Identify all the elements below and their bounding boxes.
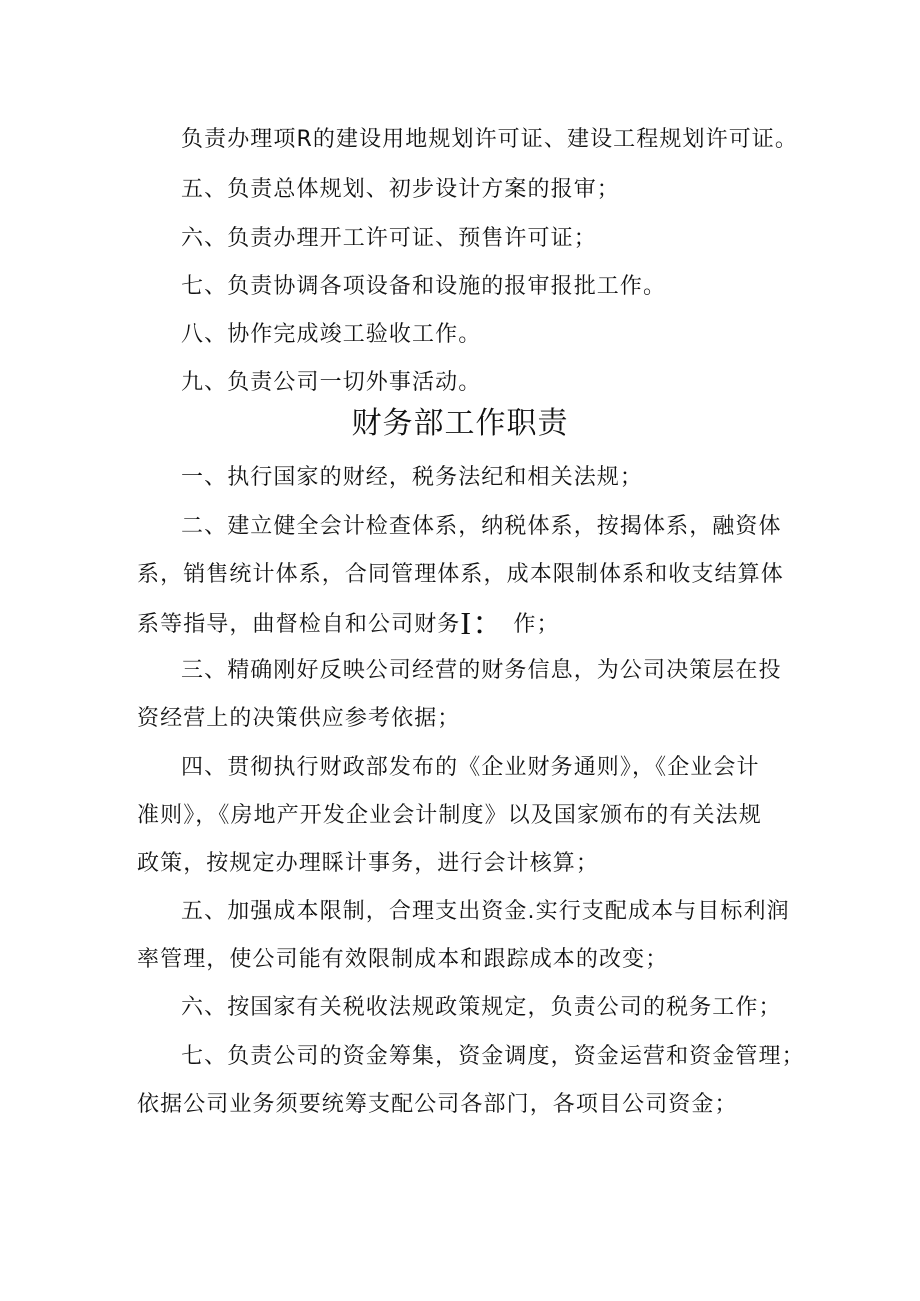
finance-item-2-line-3-end: 作；	[505, 612, 560, 637]
finance-item-5-line-1: 五、加强成本限制，合理支出资金.实行支配成本与目标利润	[181, 899, 790, 924]
paragraph-item-8: 八、协作完成竣工验收工作。	[181, 322, 482, 347]
ocr-artifact-glyph: I：	[460, 605, 506, 641]
finance-item-6: 六、按国家有关税收法规政策规定，负责公司的税务工作；	[181, 995, 782, 1020]
paragraph-item-6: 六、负责办理开工许可证、预售许可证；	[181, 226, 597, 251]
paragraph-item-7: 七、负责协调各项设备和设施的报审报批工作。	[181, 274, 667, 299]
finance-item-2-line-2: 系，销售统计体系，合同管理体系，成本限制体系和收支结算体	[137, 562, 784, 587]
finance-item-1: 一、执行国家的财经，税务法纪和相关法规；	[181, 465, 644, 490]
finance-item-3-line-1: 三、精确刚好反映公司经营的财务信息，为公司决策层在投	[181, 658, 782, 683]
finance-item-2-line-1: 二、建立健全会计检查体系，纳税体系，按揭体系，融资体	[181, 514, 782, 539]
finance-item-7-line-2: 依据公司业务须要统筹支配公司各部门，各项目公司资金；	[137, 1092, 738, 1117]
finance-item-2-line-3	[137, 605, 787, 641]
finance-item-2-line-3-text: 系等指导，曲督检自和公司财务	[137, 612, 461, 637]
section-title: 财务部工作职责	[351, 406, 569, 441]
finance-item-4-line-3: 政策，按规定办理睬计事务，进行会计核算；	[137, 851, 600, 876]
finance-item-5-line-2: 率管理，使公司能有效限制成本和跟踪成本的改变；	[137, 947, 669, 972]
finance-item-4-line-1: 四、贯彻执行财政部发布的《企业财务通则》，《企业会计	[181, 755, 760, 780]
finance-item-7-line-1: 七、负责公司的资金筹集，资金调度，资金运营和资金管理；	[181, 1044, 805, 1069]
finance-item-3-line-2: 资经营上的决策供应参考依据；	[137, 706, 461, 731]
paragraph-item-5: 五、负责总体规划、初步设计方案的报审；	[181, 177, 620, 202]
paragraph-permits: 负责办理项R的建设用地规划许可证、建设工程规划许可证。	[181, 127, 798, 152]
finance-item-4-line-2: 准则》，《房地产开发企业会计制度》以及国家颁布的有关法规	[137, 803, 762, 828]
paragraph-item-9: 九、负责公司一切外事活动。	[181, 370, 482, 395]
